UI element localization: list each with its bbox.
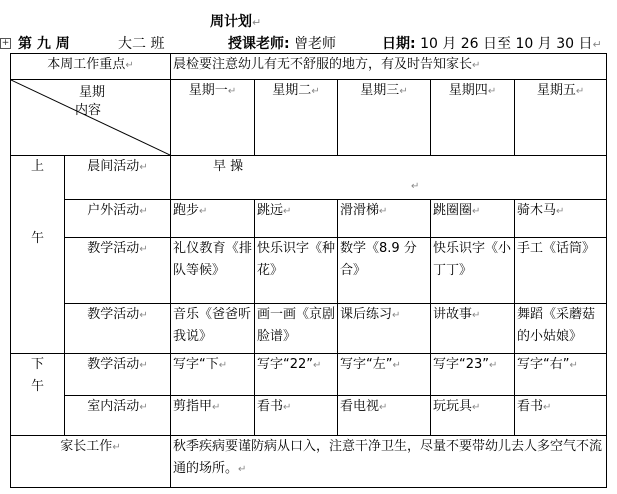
focus-label: 本周工作重点↵: [11, 54, 171, 80]
table-row: [11, 436, 607, 488]
activity-cell[interactable]: 看书↵: [255, 396, 338, 436]
activity-cell[interactable]: 跑步↵: [171, 200, 255, 238]
class-name: 大二 班: [118, 36, 165, 52]
parents-text[interactable]: 秋季疾病要谨防病从口入，注意干净卫生，尽量不要带幼儿去人多空气不流通的场所。↵: [171, 436, 607, 488]
parents-label: 家长工作↵: [11, 436, 171, 488]
activity-cell[interactable]: 骑木马↵: [515, 200, 607, 238]
day-header: 星期三↵: [338, 80, 431, 156]
table-row: [11, 304, 607, 354]
date-info: 日期: 10 月 26 日至 10 月 30 日↵: [382, 36, 602, 52]
activity-cell[interactable]: 跳远↵: [255, 200, 338, 238]
day-header: 星期二↵: [255, 80, 338, 156]
table-row: [11, 156, 607, 200]
activity-cell[interactable]: 写字“22”↵: [255, 354, 338, 396]
activity-cell[interactable]: 写字“23”↵: [431, 354, 515, 396]
activity-cell[interactable]: 写字“右”↵: [515, 354, 607, 396]
paragraph-mark-icon: ↵: [592, 38, 602, 51]
table-move-handle-icon[interactable]: [0, 38, 11, 49]
activity-cell[interactable]: 舞蹈《采蘑菇的小姑娘》: [515, 304, 607, 354]
day-header: 星期五↵: [515, 80, 607, 156]
page-title: 周计划↵: [210, 14, 262, 30]
table-row: [11, 354, 607, 396]
table-row: [11, 238, 607, 304]
activity-cell[interactable]: 写字“左”↵: [338, 354, 431, 396]
activity-cell[interactable]: 看书↵: [515, 396, 607, 436]
day-header: 星期四↵: [431, 80, 515, 156]
table-row: [11, 200, 607, 238]
activity-cell[interactable]: 手工《话筒》: [515, 238, 607, 304]
row-label: 晨间活动↵: [65, 156, 171, 200]
activity-cell[interactable]: 剪指甲↵: [171, 396, 255, 436]
section-afternoon: 下 午: [11, 354, 65, 436]
activity-cell[interactable]: 课后练习↵: [338, 304, 431, 354]
row-label: 教学活动↵: [65, 354, 171, 396]
focus-text[interactable]: 晨检要注意幼儿有无不舒服的地方，有及时告知家长↵: [171, 54, 607, 80]
activity-cell[interactable]: 画一画《京剧脸谱》: [255, 304, 338, 354]
row-label: 教学活动↵: [65, 304, 171, 354]
section-morning: 上 午: [11, 156, 65, 354]
teacher-info: 授课老师: 曾老师: [228, 36, 337, 52]
row-label: 室内活动↵: [65, 396, 171, 436]
row-label: 户外活动↵: [65, 200, 171, 238]
activity-cell[interactable]: 看电视↵: [338, 396, 431, 436]
activity-cell[interactable]: 写字“下↵: [171, 354, 255, 396]
paragraph-mark-icon: ↵: [252, 16, 262, 29]
morning-exercise-cell[interactable]: 早 操 ↵: [171, 156, 607, 200]
activity-cell[interactable]: 礼仪教育《排队等候》: [171, 238, 255, 304]
corner-header: 星期 内容: [11, 80, 171, 156]
day-header: 星期一↵: [171, 80, 255, 156]
activity-cell[interactable]: 快乐识字《种花》: [255, 238, 338, 304]
table-row: [11, 54, 607, 80]
row-label: 教学活动↵: [65, 238, 171, 304]
table-row: [11, 80, 607, 156]
activity-cell[interactable]: 数学《8.9 分合》: [338, 238, 431, 304]
activity-cell[interactable]: 滑滑梯↵: [338, 200, 431, 238]
activity-cell[interactable]: 快乐识字《小丁丁》: [431, 238, 515, 304]
activity-cell[interactable]: 讲故事↵: [431, 304, 515, 354]
week-number: 第 九 周: [18, 36, 70, 52]
activity-cell[interactable]: 跳圈圈↵: [431, 200, 515, 238]
activity-cell[interactable]: 玩玩具↵: [431, 396, 515, 436]
weekly-schedule-table: [10, 53, 607, 488]
activity-cell[interactable]: 音乐《爸爸听我说》: [171, 304, 255, 354]
table-row: [11, 396, 607, 436]
